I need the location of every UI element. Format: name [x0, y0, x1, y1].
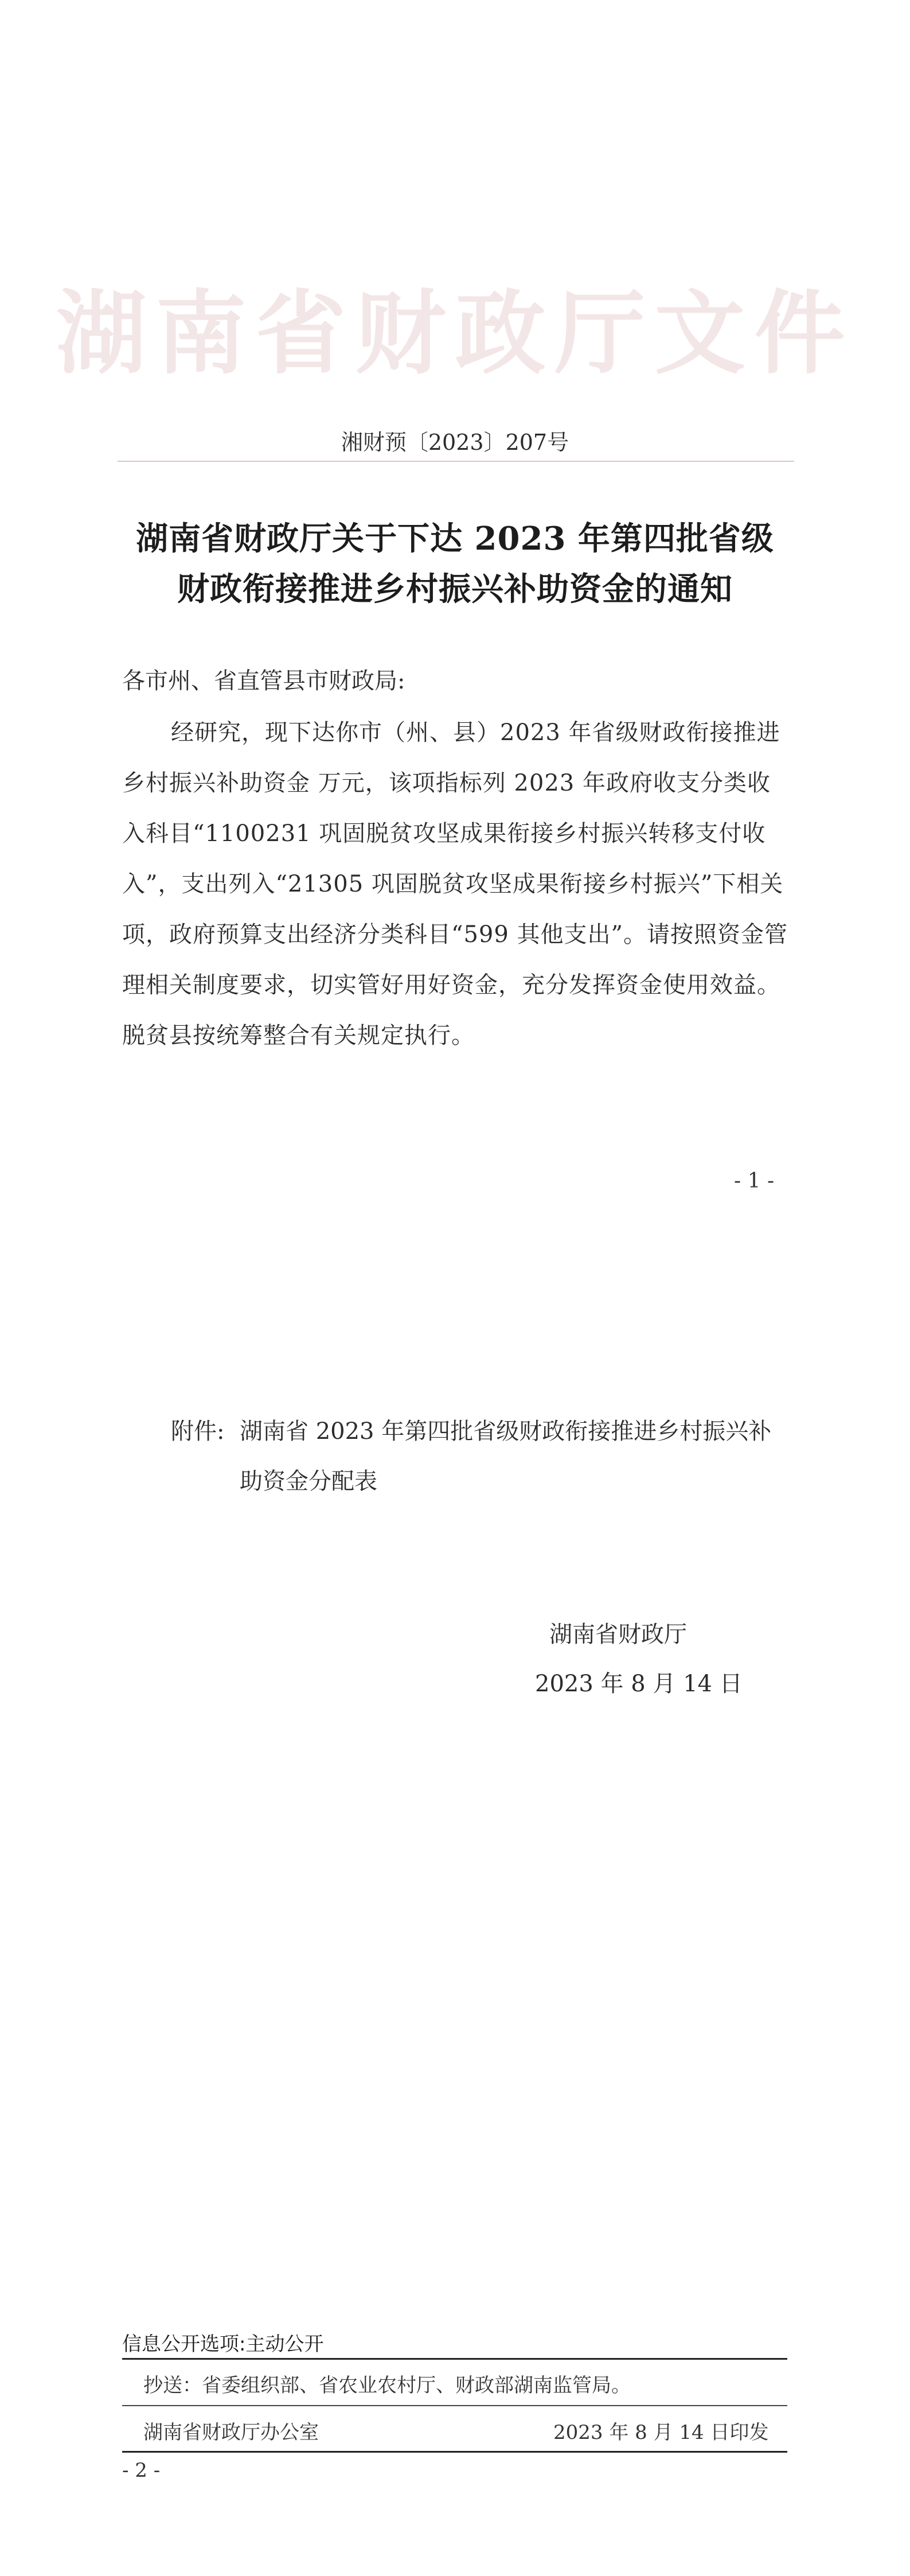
- body-line: 经研究，现下达你市（州、县）2023 年省级财政衔接推进: [171, 719, 780, 746]
- body-line: 项，政府预算支出经济分类科目“599 其他支出”。请按照资金管: [122, 921, 788, 948]
- page-number: - 2 -: [122, 2459, 161, 2482]
- document-title-line-2: 财政衔接推进乡村振兴补助资金的通知: [177, 570, 733, 608]
- disclosure-option: 信息公开选项:主动公开: [122, 2333, 324, 2356]
- addressee: 各市州、省直管县市财政局:: [122, 668, 405, 694]
- body-line: 入科目“1100231 巩固脱贫攻坚成果衔接乡村振兴转移支付收: [122, 820, 766, 847]
- body-line: 脱贫县按统筹整合有关规定执行。: [122, 1022, 475, 1049]
- issuing-office: 湖南省财政厅办公室: [143, 2421, 319, 2444]
- cc-recipients: 抄送：省委组织部、省农业农村厅、财政部湖南监管局。: [143, 2374, 631, 2397]
- footer-rule-bottom: [122, 2451, 787, 2453]
- page-number: - 1 -: [734, 1169, 775, 1193]
- document-title-line-1: 湖南省财政厅关于下达 2023 年第四批省级: [136, 520, 774, 558]
- body-line: 乡村振兴补助资金 万元，该项指标列 2023 年政府收支分类收: [122, 770, 771, 796]
- issue-date: 2023 年 8 月 14 日: [535, 1671, 743, 1697]
- body-line: 理相关制度要求，切实管好用好资金，充分发挥资金使用效益。: [122, 972, 780, 998]
- footer-rule-top: [122, 2358, 787, 2360]
- print-date: 2023 年 8 月 14 日印发: [553, 2421, 769, 2444]
- footer-rule-middle: [122, 2405, 787, 2406]
- body-line: 入”，支出列入“21305 巩固脱贫攻坚成果衔接乡村振兴”下相关: [122, 871, 784, 897]
- attachment-title-line-2: 助资金分配表: [240, 1468, 377, 1495]
- header-divider: [118, 461, 794, 462]
- agency-masthead: 湖南省财政厅文件: [56, 281, 854, 387]
- document-number: 湘财预〔2023〕207号: [341, 430, 569, 455]
- attachment-title-line-1: 湖南省 2023 年第四批省级财政衔接推进乡村振兴补: [240, 1418, 772, 1445]
- issuer-name: 湖南省财政厅: [549, 1621, 687, 1648]
- attachment-label: 附件:: [171, 1418, 225, 1445]
